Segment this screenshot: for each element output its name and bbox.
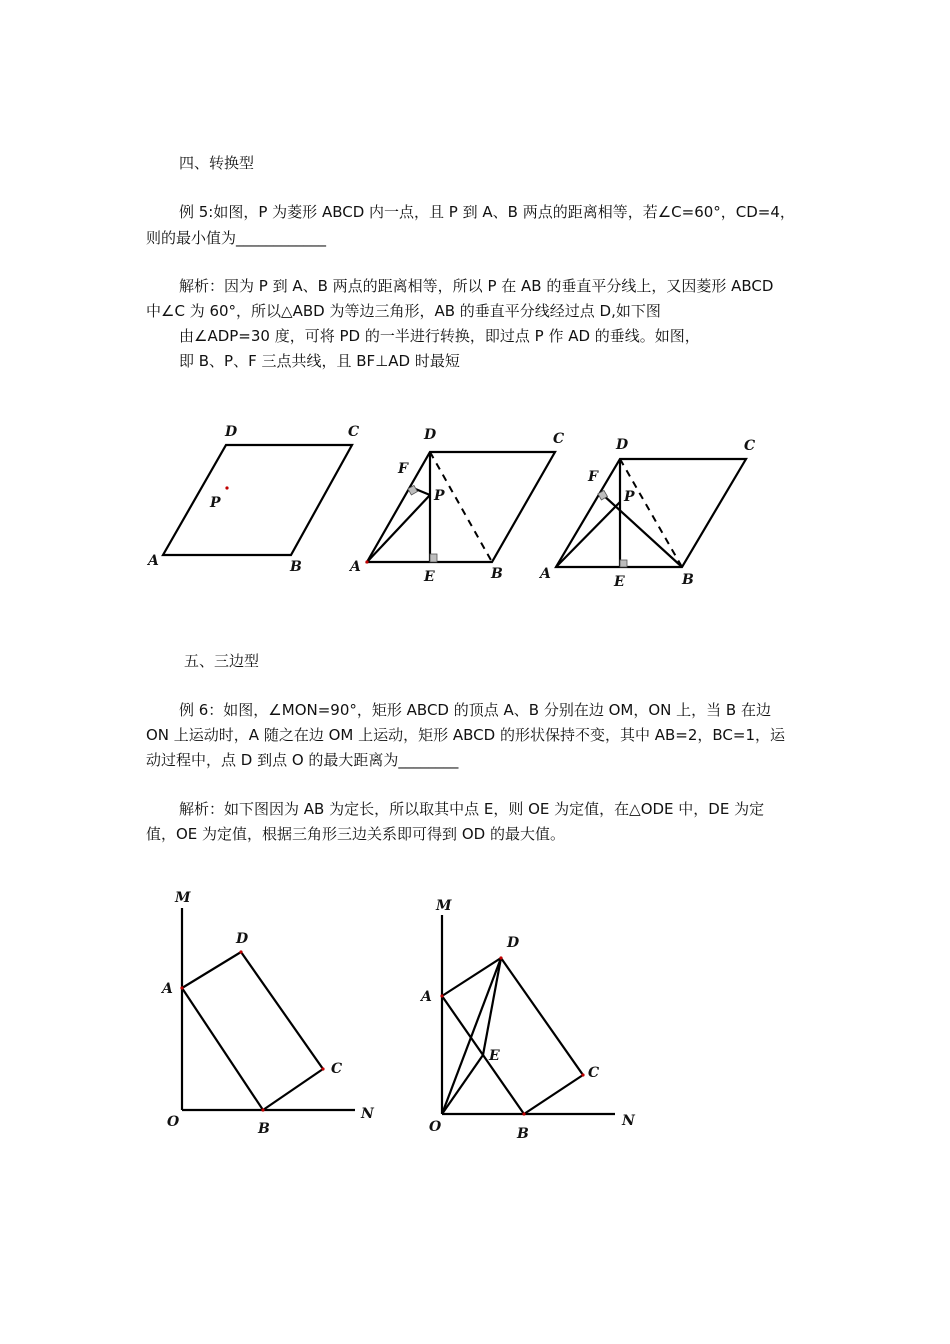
analysis5-line1: 解析：因为 P 到 A、B 两点的距离相等，所以 P 在 AB 的垂直平分线上，又因菱形 ABCD: [179, 277, 774, 295]
segment-db-dashed: [620, 459, 682, 567]
analysis6-line1: 解析：如下图因为 AB 为定长，所以取其中点 E，则 OE 为定值，在△ODE 中，DE 为定: [179, 800, 765, 818]
label-n: N: [622, 1113, 635, 1129]
rectangle-abcd: [182, 952, 323, 1110]
label-m: M: [175, 890, 191, 906]
label-d: D: [616, 437, 629, 453]
example5-line1: 例 5:如图，P 为菱形 ABCD 内一点，且 P 到 A、B 两点的距离相等，若∠C=60°，CD=4，: [179, 203, 795, 221]
analysis5-line3: 由∠ADP=30 度，可将 PD 的一半进行转换，即过点 P 作 AD 的垂线。如图，: [179, 327, 700, 345]
rhombus-figures: [130, 415, 810, 605]
analysis6-line2: 值，OE 为定值，根据三角形三边关系即可得到 OD 的最大值。: [146, 825, 565, 843]
rhombus-abcd: [367, 452, 555, 562]
section5-heading: 五、三边型: [184, 652, 260, 670]
right-angle-mark-e: [430, 554, 437, 562]
label-d: D: [225, 424, 238, 440]
point-c: [581, 1073, 584, 1076]
label-c: C: [331, 1061, 343, 1077]
label-p: P: [210, 495, 221, 511]
rhombus-abcd: [163, 445, 352, 555]
example6-line1: 例 6：如图，∠MON=90°，矩形 ABCD 的顶点 A、B 分别在边 OM，ON 上，当 B 在边: [179, 701, 771, 719]
rhombus-figure-2: [348, 427, 564, 585]
label-c: C: [588, 1065, 600, 1081]
label-n: N: [361, 1106, 374, 1122]
point-b: [522, 1112, 525, 1115]
label-a: A: [148, 553, 159, 569]
point-d: [239, 950, 242, 953]
rhombus-figure-1: [146, 424, 359, 575]
rhombus-abcd: [556, 459, 746, 567]
label-a: A: [540, 566, 551, 582]
point-a: [440, 994, 443, 997]
rectangle-figures: [150, 880, 660, 1150]
label-e: E: [424, 569, 435, 585]
label-a: A: [350, 559, 361, 575]
rectangle-figure-2: [419, 898, 636, 1142]
label-a: A: [162, 981, 173, 997]
label-p: P: [624, 489, 635, 505]
label-b: B: [258, 1121, 270, 1137]
label-f: F: [588, 469, 598, 485]
segment-od: [442, 958, 501, 1114]
point-a: [365, 560, 368, 563]
example6-line3: 动过程中，点 D 到点 O 的最大距离为________: [146, 751, 459, 769]
label-c: C: [553, 431, 565, 447]
example5-line2: 则的最小值为____________: [146, 229, 327, 247]
label-m: M: [436, 898, 452, 914]
label-c: C: [348, 424, 360, 440]
label-o: O: [429, 1119, 442, 1135]
label-d: D: [424, 427, 437, 443]
label-d: D: [236, 931, 249, 947]
rhombus-figure-3: [538, 437, 755, 590]
right-angle-mark-e: [620, 560, 627, 567]
point-p: [225, 486, 228, 489]
section4-heading: 四、转换型: [179, 154, 255, 172]
analysis5-line4: 即 B、P、F 三点共线，且 BF⊥AD 时最短: [179, 352, 460, 370]
point-b: [261, 1108, 264, 1111]
label-o: O: [167, 1114, 180, 1130]
label-d: D: [507, 935, 520, 951]
point-a: [180, 986, 183, 989]
label-e: E: [614, 574, 625, 590]
point-c: [321, 1067, 324, 1070]
segment-db-dashed: [430, 452, 492, 562]
segment-oe: [442, 1055, 483, 1114]
label-a: A: [421, 989, 432, 1005]
label-b: B: [290, 559, 302, 575]
label-e: E: [489, 1048, 500, 1064]
segment-ed: [483, 958, 501, 1055]
label-c: C: [744, 438, 756, 454]
analysis5-line2: 中∠C 为 60°，所以△ABD 为等边三角形，AB 的垂直平分线经过点 D,如下图: [146, 302, 661, 320]
label-b: B: [682, 572, 694, 588]
rectangle-abcd: [442, 958, 583, 1114]
point-d: [499, 956, 502, 959]
label-b: B: [491, 566, 503, 582]
label-f: F: [398, 461, 408, 477]
rectangle-figure-1: [160, 890, 375, 1137]
label-p: P: [434, 488, 445, 504]
example6-line2: ON 上运动时，A 随之在边 OM 上运动，矩形 ABCD 的形状保持不变，其中 AB=2，BC=1，运: [146, 726, 786, 744]
segment-fb: [602, 494, 682, 567]
label-b: B: [517, 1126, 529, 1142]
